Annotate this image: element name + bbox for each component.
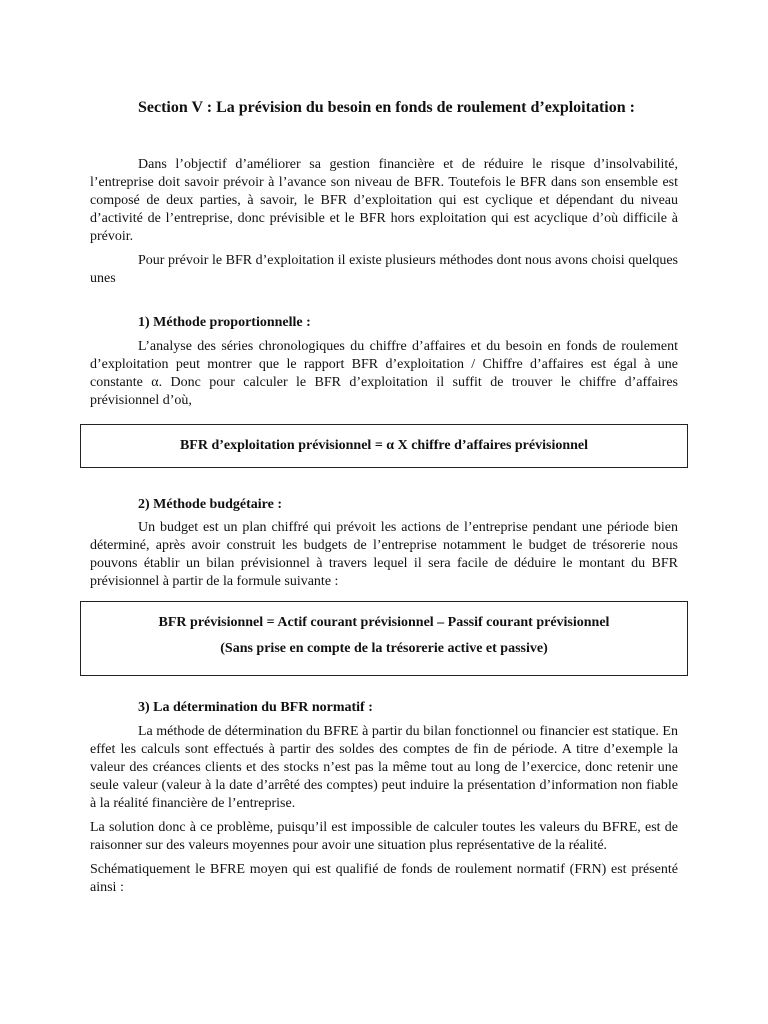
method2-formula-line1: BFR prévisionnel = Actif courant prévisionnel – Passif courant prévisionnel: [158, 615, 610, 630]
method3-heading: 3) La détermination du BFR normatif :: [138, 700, 373, 715]
method1-formula-box: [80, 424, 688, 468]
method1-formula: BFR d’exploitation prévisionnel = α X chiffre d’affaires prévisionnel: [179, 438, 589, 453]
section-title: Section V : La prévision du besoin en fonds de roulement d’exploitation :: [138, 99, 635, 116]
method1-paragraph: L’analyse des séries chronologiques du chiffre d’affaires et du besoin en fonds de roulement d’exploitation peut montrer que le rapport BFR d’exploitation / Chiffre d’affaires est égal à une constante α. Donc pour calculer le BFR d’exploitation il suffit de trouver le chiffre d’affaires prévisionnel d’où,: [90, 339, 678, 408]
method3-paragraph-1: La méthode de détermination du BFRE à partir du bilan fonctionnel ou financier est statique. En effet les calculs sont effectués à partir des soldes des comptes de fin de période. A titre d’exemple la valeur des créances clients et des stocks n’est pas la même tout au long de l’exercice, donc retenir une seule valeur (valeur à la date d’arrêté des comptes) peut induire la présentation d’information non fiable à la réalité financière de l’entreprise.: [90, 724, 678, 811]
method2-formula-line2: (Sans prise en compte de la trésorerie active et passive): [220, 641, 548, 656]
method3-paragraph-2: La solution donc à ce problème, puisqu’il est impossible de calculer toutes les valeurs du BFRE, est de raisonner sur des valeurs moyennes pour avoir une situation plus représentative de la réalité.: [90, 820, 678, 853]
intro-paragraph-2: Pour prévoir le BFR d’exploitation il existe plusieurs méthodes dont nous avons choisi quelques unes: [90, 253, 678, 286]
intro-paragraph-1: Dans l’objectif d’améliorer sa gestion financière et de réduire le risque d’insolvabilité, l’entreprise doit savoir prévoir à l’avance son niveau de BFR. Toutefois le BFR dans son ensemble est composé de deux parties, à savoir, le BFR d’exploitation qui est cyclique et dépendant du niveau d’activité de l’entreprise, donc prévisible et le BFR hors exploitation qui est acyclique d’où difficile à prévoir.: [90, 157, 678, 244]
method2-formula-box: [80, 601, 688, 676]
method3-paragraph-3: Schématiquement le BFRE moyen qui est qualifié de fonds de roulement normatif (FRN) est présenté ainsi :: [90, 862, 678, 895]
method1-heading: 1) Méthode proportionnelle :: [138, 315, 311, 330]
method2-paragraph: Un budget est un plan chiffré qui prévoit les actions de l’entreprise pendant une période bien déterminé, après avoir construit les budgets de l’entreprise notamment le budget de trésorerie nous pouvons établir un bilan prévisionnel à travers lequel il sera facile de déduire le montant du BFR prévisionnel à partir de la formule suivante :: [90, 520, 678, 589]
method2-heading: 2) Méthode budgétaire :: [138, 497, 282, 512]
